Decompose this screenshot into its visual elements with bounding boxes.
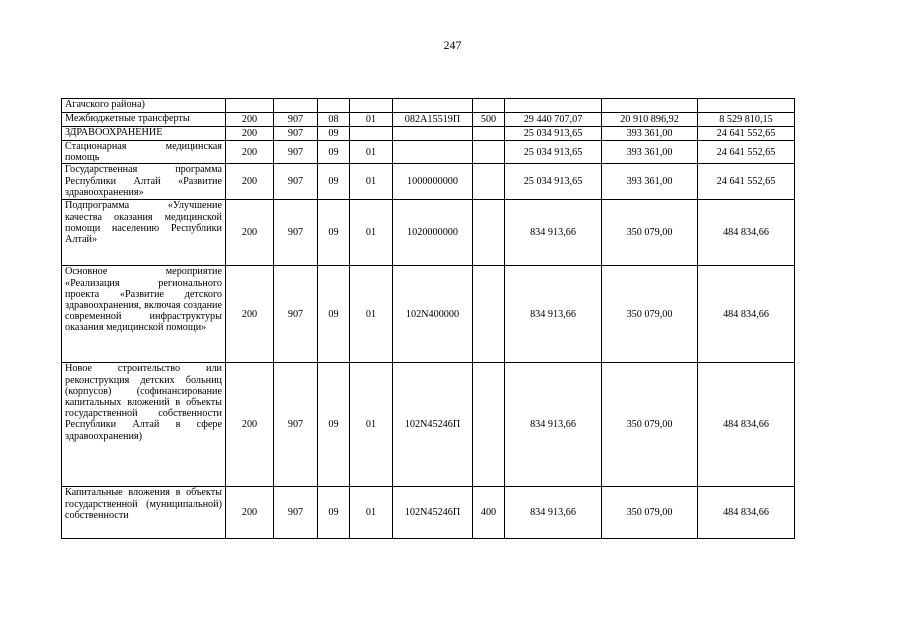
cell-subsection: 01 — [350, 363, 393, 487]
cell-target-article: 102N45246П — [393, 363, 473, 487]
cell-code-2: 907 — [274, 164, 318, 200]
cell-section: 09 — [318, 266, 350, 363]
cell-code-1: 200 — [226, 113, 274, 127]
cell-code-1: 200 — [226, 164, 274, 200]
cell-amount-3: 8 529 810,15 — [698, 113, 795, 127]
cell-amount-3: 24 641 552,65 — [698, 141, 795, 164]
table-body — [62, 99, 795, 539]
cell-amount-3: 484 834,66 — [698, 200, 795, 266]
cell-amount-2: 393 361,00 — [602, 164, 698, 200]
row-name: Основное мероприятие «Реализация регионального проекта «Развитие детского здравоохранения, включая создание современной инфраструктуры оказания медицинской помощи» — [62, 266, 226, 363]
cell-target-article: 082A15519П — [393, 113, 473, 127]
table-row — [62, 487, 795, 539]
cell-code-2 — [274, 99, 318, 113]
cell-expense-type: 500 — [473, 113, 505, 127]
row-name: Агачского района) — [62, 99, 226, 113]
cell-code-2: 907 — [274, 487, 318, 539]
cell-amount-3: 484 834,66 — [698, 266, 795, 363]
cell-target-article — [393, 99, 473, 113]
cell-expense-type — [473, 141, 505, 164]
row-name: Подпрограмма «Улучшение качества оказания медицинской помощи населению Республики Алтай» — [62, 200, 226, 266]
table-row — [62, 164, 795, 200]
cell-subsection — [350, 127, 393, 141]
cell-section: 09 — [318, 200, 350, 266]
cell-expense-type — [473, 99, 505, 113]
cell-amount-2: 350 079,00 — [602, 487, 698, 539]
cell-amount-2: 393 361,00 — [602, 127, 698, 141]
cell-expense-type — [473, 127, 505, 141]
cell-code-1: 200 — [226, 487, 274, 539]
row-name: ЗДРАВООХРАНЕНИЕ — [62, 127, 226, 141]
cell-amount-total: 834 913,66 — [505, 363, 602, 487]
row-name: Государственная программа Республики Алтай «Развитие здравоохранения» — [62, 164, 226, 200]
budget-table — [61, 98, 795, 539]
cell-section: 09 — [318, 363, 350, 487]
cell-amount-2: 350 079,00 — [602, 363, 698, 487]
cell-amount-total: 25 034 913,65 — [505, 127, 602, 141]
cell-code-1: 200 — [226, 141, 274, 164]
cell-subsection: 01 — [350, 200, 393, 266]
cell-section: 09 — [318, 127, 350, 141]
cell-expense-type — [473, 266, 505, 363]
cell-amount-total: 25 034 913,65 — [505, 164, 602, 200]
table-row — [62, 113, 795, 127]
cell-code-1: 200 — [226, 266, 274, 363]
cell-section: 08 — [318, 113, 350, 127]
row-name: Новое строительство или реконструкция детских больниц (корпусов) (софинансирование капитальных вложений в объекты государственной собственности Республики Алтай в сфере здравоохранения) — [62, 363, 226, 487]
cell-section: 09 — [318, 487, 350, 539]
cell-amount-2: 350 079,00 — [602, 266, 698, 363]
table-row — [62, 266, 795, 363]
cell-code-2: 907 — [274, 113, 318, 127]
cell-section: 09 — [318, 141, 350, 164]
row-name: Капитальные вложения в объекты государственной (муниципальной) собственности — [62, 487, 226, 539]
cell-expense-type — [473, 164, 505, 200]
cell-code-2: 907 — [274, 141, 318, 164]
cell-amount-2: 350 079,00 — [602, 200, 698, 266]
cell-target-article: 102N400000 — [393, 266, 473, 363]
cell-code-2: 907 — [274, 363, 318, 487]
cell-subsection: 01 — [350, 164, 393, 200]
cell-target-article — [393, 141, 473, 164]
cell-expense-type — [473, 363, 505, 487]
cell-amount-total — [505, 99, 602, 113]
cell-amount-3: 484 834,66 — [698, 487, 795, 539]
cell-amount-3 — [698, 99, 795, 113]
cell-amount-total: 834 913,66 — [505, 266, 602, 363]
cell-code-1: 200 — [226, 200, 274, 266]
cell-amount-2 — [602, 99, 698, 113]
cell-code-2: 907 — [274, 266, 318, 363]
cell-target-article — [393, 127, 473, 141]
cell-expense-type: 400 — [473, 487, 505, 539]
cell-target-article: 102N45246П — [393, 487, 473, 539]
cell-code-1 — [226, 99, 274, 113]
cell-expense-type — [473, 200, 505, 266]
cell-amount-total: 834 913,66 — [505, 200, 602, 266]
cell-amount-3: 24 641 552,65 — [698, 164, 795, 200]
cell-code-1: 200 — [226, 363, 274, 487]
cell-section — [318, 99, 350, 113]
table-row — [62, 127, 795, 141]
table-row — [62, 363, 795, 487]
cell-subsection: 01 — [350, 266, 393, 363]
cell-target-article: 1000000000 — [393, 164, 473, 200]
cell-subsection — [350, 99, 393, 113]
cell-amount-total: 25 034 913,65 — [505, 141, 602, 164]
cell-amount-total: 29 440 707,07 — [505, 113, 602, 127]
row-name: Межбюджетные трансферты — [62, 113, 226, 127]
page-number: 247 — [443, 38, 462, 52]
cell-amount-3: 24 641 552,65 — [698, 127, 795, 141]
cell-code-2: 907 — [274, 200, 318, 266]
cell-subsection: 01 — [350, 113, 393, 127]
cell-amount-2: 393 361,00 — [602, 141, 698, 164]
cell-subsection: 01 — [350, 487, 393, 539]
cell-target-article: 1020000000 — [393, 200, 473, 266]
cell-code-1: 200 — [226, 127, 274, 141]
cell-amount-total: 834 913,66 — [505, 487, 602, 539]
cell-amount-3: 484 834,66 — [698, 363, 795, 487]
cell-section: 09 — [318, 164, 350, 200]
table-row — [62, 99, 795, 113]
cell-subsection: 01 — [350, 141, 393, 164]
cell-amount-2: 20 910 896,92 — [602, 113, 698, 127]
cell-code-2: 907 — [274, 127, 318, 141]
table-row — [62, 200, 795, 266]
table-row — [62, 141, 795, 164]
row-name: Стационарная медицинская помощь — [62, 141, 226, 164]
